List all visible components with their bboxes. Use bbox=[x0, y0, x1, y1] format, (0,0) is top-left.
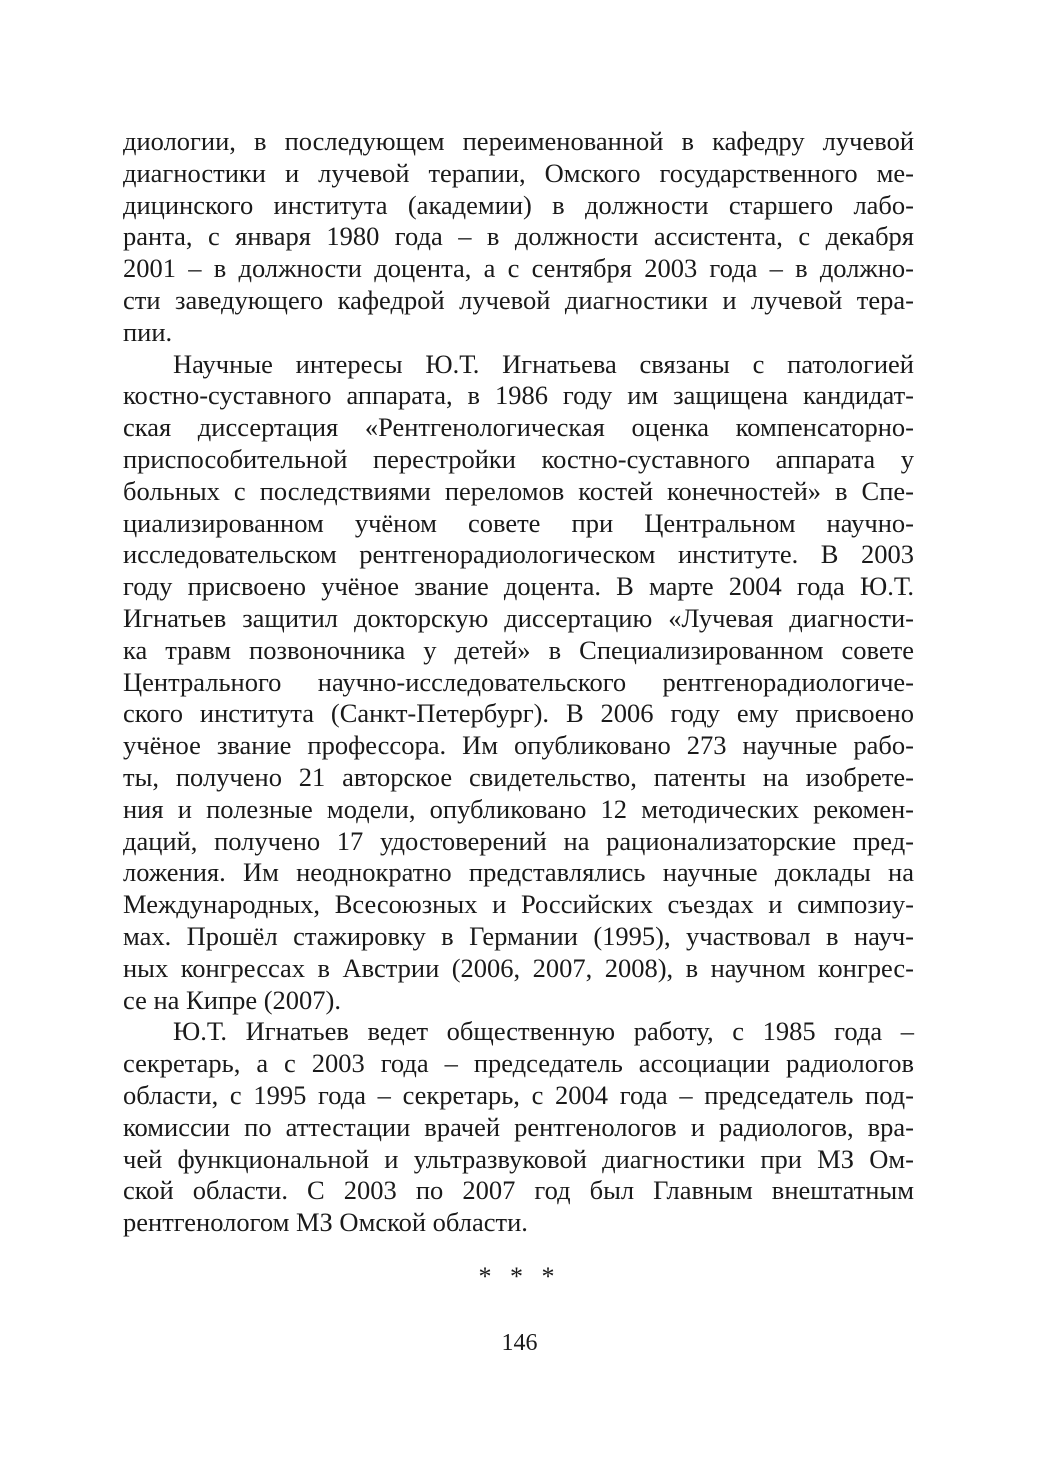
text-line: ных конгрессах в Австрии (2006, 2007, 2008), в научном конгрес- bbox=[123, 952, 914, 983]
page-number: 146 bbox=[501, 1330, 538, 1356]
text-line: ложения. Им неоднократно представлялись научные доклады на bbox=[123, 857, 914, 888]
text-line: ская диссертация «Рентгенологическая оценка компенсаторно- bbox=[123, 412, 914, 443]
text-line: ка травм позвоночника у детей» в Специализированном совете bbox=[123, 634, 914, 665]
paragraph bbox=[123, 1016, 914, 1239]
text-line: секретарь, а с 2003 года – председатель ассоциации радиологов bbox=[123, 1048, 914, 1079]
text-line: пии. bbox=[123, 316, 173, 347]
text-line: мах. Прошёл стажировку в Германии (1995), участвовал в науч- bbox=[123, 920, 914, 951]
text-line: году присвоено учёное звание доцента. В марте 2004 года Ю.Т. bbox=[123, 571, 914, 602]
text-line: дицинского института (академии) в должности старшего лабо- bbox=[123, 189, 914, 220]
text-line: диологии, в последующем переименованной в кафедру лучевой bbox=[123, 126, 914, 156]
text-line: исследовательском рентгенорадиологическом институте. В 2003 bbox=[123, 539, 914, 570]
text-line: больных с последствиями переломов костей конечностей» в Спе- bbox=[123, 475, 914, 506]
text-line: Научные интересы Ю.Т. Игнатьева связаны с патологией bbox=[173, 348, 914, 379]
text-line: даций, получено 17 удостоверений на рационализаторские пред- bbox=[123, 825, 914, 856]
text-line: чей функциональной и ультразвуковой диагностики при МЗ Ом- bbox=[123, 1143, 914, 1174]
text-line: диагностики и лучевой терапии, Омского государственного ме- bbox=[123, 157, 914, 188]
text-line: области, с 1995 года – секретарь, с 2004 года – председатель под- bbox=[123, 1079, 914, 1110]
section-separator: * * * bbox=[478, 1262, 561, 1291]
text-line: 2001 – в должности доцента, а с сентября 2003 года – в должно- bbox=[123, 253, 914, 284]
text-line: ния и полезные модели, опубликовано 12 методических рекомен- bbox=[123, 793, 914, 824]
text-line: Международных, Всесоюзных и Российских съездах и симпозиу- bbox=[123, 889, 914, 920]
text-line: костно-суставного аппарата, в 1986 году им защищена кандидат- bbox=[123, 380, 914, 411]
body-text bbox=[123, 126, 914, 1239]
text-line: ского института (Санкт-Петербург). В 2006 году ему присвоено bbox=[123, 698, 914, 729]
text-line: ранта, с января 1980 года – в должности ассистента, с декабря bbox=[123, 221, 914, 252]
text-line: ты, получено 21 авторское свидетельство, патенты на изобрете- bbox=[123, 761, 914, 792]
text-line: комиссии по аттестации врачей рентгенологов и радиологов, вра- bbox=[123, 1111, 914, 1142]
text-line: сти заведующего кафедрой лучевой диагностики и лучевой тера- bbox=[123, 284, 914, 315]
text-line: Ю.Т. Игнатьев ведет общественную работу, с 1985 года – bbox=[173, 1016, 914, 1047]
text-line: Игнатьев защитил докторскую диссертацию «Лучевая диагности- bbox=[123, 602, 914, 633]
text-line: приспособительной перестройки костно-суставного аппарата у bbox=[123, 443, 914, 474]
paragraph bbox=[123, 126, 914, 349]
paragraph bbox=[123, 349, 914, 1017]
text-line: циализированном учёном совете при Центральном научно- bbox=[123, 507, 914, 538]
text-line: се на Кипре (2007). bbox=[123, 984, 341, 1015]
text-line: рентгенологом МЗ Омской области. bbox=[123, 1207, 528, 1238]
text-line: Центрального научно-исследовательского рентгенорадиологиче- bbox=[123, 666, 914, 697]
text-line: ской области. С 2003 по 2007 год был Главным внештатным bbox=[123, 1175, 914, 1206]
text-line: учёное звание профессора. Им опубликовано 273 научные рабо- bbox=[123, 730, 914, 761]
